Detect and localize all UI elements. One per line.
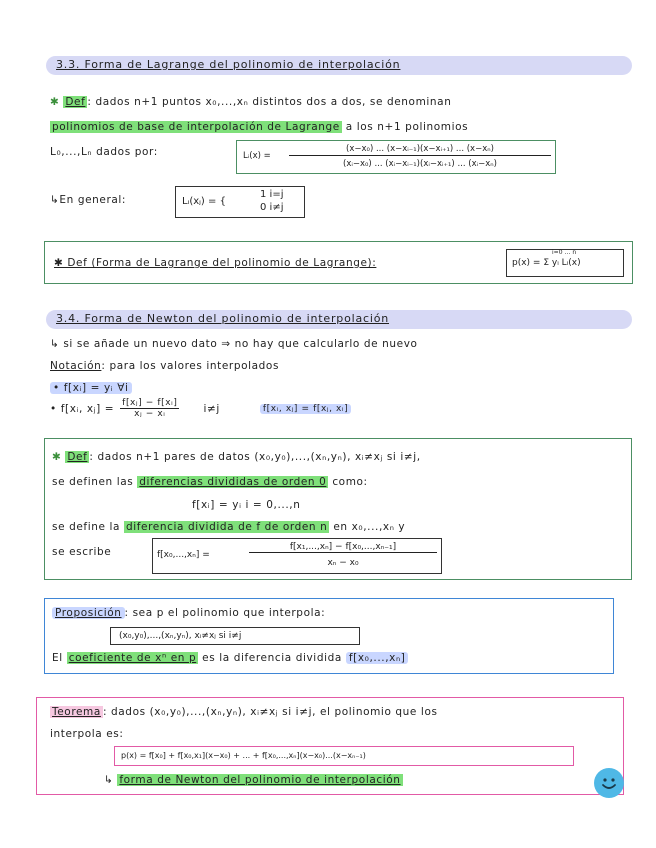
- def3-line4-post: en x₀,...,xₙ y: [329, 521, 406, 533]
- bullet2-fraction: [120, 398, 179, 419]
- lagrange-basis-formula: [236, 140, 556, 174]
- def1-line2: [50, 121, 468, 133]
- dd-denominator: xₙ − x₀: [327, 558, 359, 568]
- bullet-1: [50, 382, 132, 394]
- symmetry-note: f[xᵢ, xⱼ] = f[xⱼ, xᵢ]: [260, 404, 351, 414]
- def1-line3: L₀,...,Lₙ dados por:: [50, 146, 158, 158]
- kronecker-formula: [175, 186, 305, 218]
- teo-footer: [104, 774, 403, 786]
- kronecker-case2: 0 i≠j: [260, 202, 284, 213]
- def3-line1: [52, 451, 421, 463]
- def1-line2-rest: a los n+1 polinomios: [341, 121, 469, 133]
- dd-numerator: f[x₁,...,xₙ] − f[x₀,...,xₙ₋₁]: [249, 542, 437, 553]
- notacion-label: Notación: [50, 360, 102, 372]
- divided-difference-formula: [152, 538, 442, 574]
- lagrange-sum: p(x) = Σ yᵢ Lᵢ(x): [512, 258, 581, 268]
- arrow-icon: ↳: [104, 774, 114, 786]
- bullet-2: [50, 398, 351, 419]
- def3-line3: f[xᵢ] = yᵢ i = 0,...,n: [192, 499, 301, 511]
- teo-line1: [50, 706, 438, 718]
- newton-intro: ↳ si se añade un nuevo dato ⇒ no hay que calcularlo de nuevo: [50, 338, 418, 350]
- teo-line2: interpola es:: [50, 728, 124, 740]
- prop-data-box: (x₀,y₀),...,(xₙ,yₙ), xᵢ≠xⱼ si i≠j: [110, 627, 360, 645]
- def3-line5: se escribe: [52, 546, 112, 558]
- def1-line1: [50, 96, 451, 108]
- star-icon: ✱: [52, 451, 62, 463]
- bullet2-lhs: • f[xᵢ, xⱼ] =: [50, 402, 115, 415]
- general-label: ↳En general:: [50, 194, 127, 206]
- sum-limits: i=0 … n: [552, 249, 577, 256]
- kronecker-lhs: Lᵢ(xⱼ) = {: [182, 196, 226, 207]
- def1-text: : dados n+1 puntos x₀,...,xₙ distintos dos a dos, se denominan: [87, 96, 452, 108]
- formula-lhs: Lᵢ(x) =: [243, 151, 271, 161]
- kronecker-case1: 1 i=j: [260, 189, 284, 200]
- def3-line2-post: como:: [328, 476, 368, 488]
- newton-formula: p(x) = f[x₀] + f[x₀,x₁](x−x₀) + ... + f[x₀,...,xₙ](x−x₀)...(x−xₙ₋₁): [114, 746, 574, 766]
- lagrange-base-highlight: polinomios de base de interpolación de Lagrange: [52, 121, 340, 133]
- notacion-rest: : para los valores interpolados: [101, 360, 280, 372]
- def3-text: : dados n+1 pares de datos (x₀,y₀),...,(xₙ,yₙ), xᵢ≠xⱼ si i≠j,: [89, 451, 421, 463]
- smiley-face-icon: [594, 768, 624, 798]
- section-title-3-3: 3.3. Forma de Lagrange del polinomio de interpolación: [56, 58, 401, 71]
- prop-line3-post: es la diferencia dividida: [198, 652, 346, 664]
- section-title-3-4: 3.4. Forma de Newton del polinomio de interpolación: [56, 312, 390, 325]
- notacion-line: [50, 360, 279, 372]
- formula-denominator: (xᵢ−x₀) ... (xᵢ−xᵢ₋₁)(xᵢ−xᵢ₊₁) ... (xᵢ−xₙ): [343, 159, 497, 169]
- prop-line1-rest: : sea p el polinomio que interpola:: [124, 607, 326, 619]
- def2-text: [54, 257, 376, 269]
- star-icon: ✱: [50, 96, 60, 108]
- bullet1-text: • f[xᵢ] = yᵢ ∀i: [50, 382, 132, 394]
- def3-line2-pre: se definen las: [52, 476, 138, 488]
- def3-line4: [52, 521, 405, 533]
- coefficient-highlight: coeficiente de xⁿ en p: [68, 652, 197, 664]
- lagrange-form-formula: [506, 249, 624, 277]
- prop-line1: [52, 607, 325, 619]
- def-label: Def: [65, 96, 86, 108]
- teo-line1-rest: : dados (x₀,y₀),...,(xₙ,yₙ), xᵢ≠xⱼ si i≠j, el polinomio que los: [102, 706, 438, 718]
- bullet2-den: xⱼ − xᵢ: [134, 409, 166, 419]
- dd-highlight: f[x₀,...,xₙ]: [346, 652, 409, 664]
- proposition-label: Proposición: [52, 607, 125, 619]
- def2-label: ✱ Def (Forma de Lagrange del polinomio de Lagrange):: [54, 257, 377, 269]
- formula-numerator: (x−x₀) ... (x−xᵢ₋₁)(x−xᵢ₊₁) ... (x−xₙ): [289, 144, 551, 156]
- prop-line3-pre: El: [52, 652, 67, 664]
- prop-line3: [52, 652, 408, 664]
- dd-lhs: f[x₀,...,xₙ] =: [157, 550, 210, 560]
- def3-line4-pre: se define la: [52, 521, 124, 533]
- theorem-label: Teorema: [52, 706, 101, 718]
- newton-form-highlight: forma de Newton del polinomio de interpolación: [119, 774, 401, 786]
- order0-highlight: diferencias divididas de orden 0: [139, 476, 327, 488]
- bullet2-num: f[xⱼ] − f[xᵢ]: [122, 398, 178, 408]
- def-label: Def: [67, 451, 88, 463]
- bullet2-cond: i≠j: [203, 402, 220, 415]
- order-n-highlight: diferencia dividida de f de orden n: [125, 521, 328, 533]
- def3-line2: [52, 476, 368, 488]
